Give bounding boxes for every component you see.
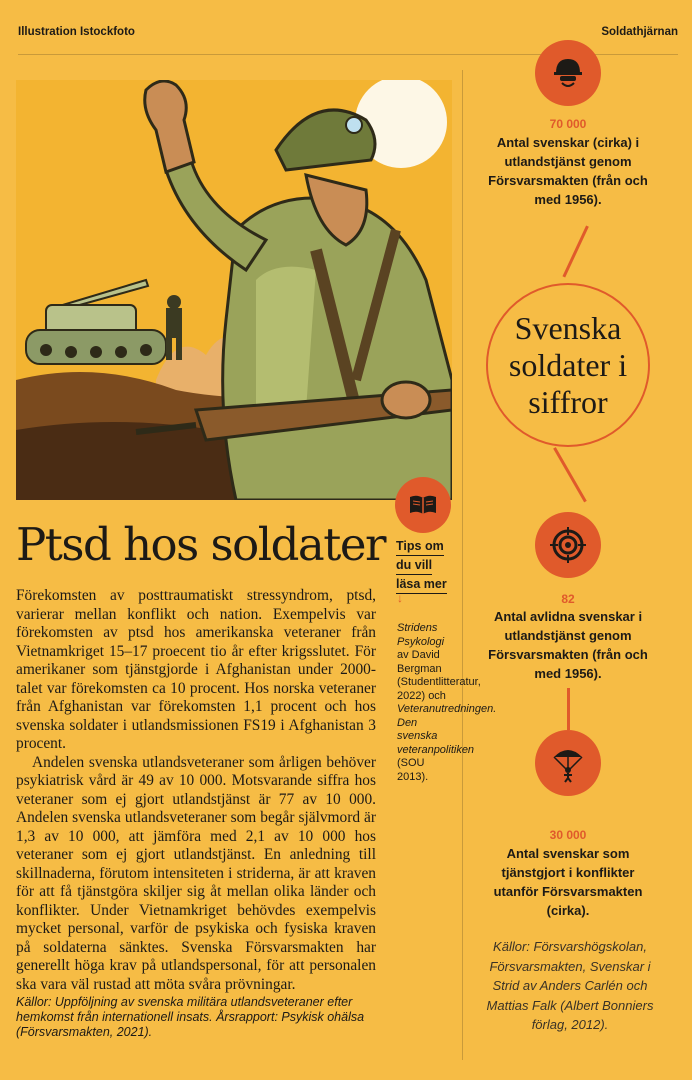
parachute-icon — [535, 730, 601, 796]
connector-line-3 — [567, 688, 570, 730]
reading-tips — [397, 622, 497, 784]
stat-number-2: 82 — [561, 592, 575, 606]
soldier-helmet-icon — [535, 40, 601, 106]
article-headline: Ptsd hos soldater — [16, 518, 385, 571]
body-paragraph-1: Förekomsten av posttraumatiskt stressyndrom, ptsd, varierar mellan konflikt och nation. Exempelvis var förekomsten av ptsd hos amerikanska veteraner från Vietnamkriget 15–17 proecent tio år efter krigsslutet. För amerikaner som tjänstgjorde i Afghanistan under 2000-talet var förekomsten ca 10 procent. Hos norska veteraner från Afghanistan var förekomsten 1,1 procent och hos svenska soldater i utlandsmissionen FS19 i Afghanistan 3 procent. — [16, 587, 376, 752]
down-arrow-icon: ↓ — [397, 591, 403, 605]
stat-number-3: 30 000 — [549, 828, 587, 842]
target-icon — [535, 512, 601, 578]
article-body — [16, 587, 376, 1040]
connector-line-1 — [562, 225, 588, 277]
stat-number-1: 70 000 — [549, 117, 587, 131]
book-icon — [395, 477, 451, 533]
column-divider — [462, 70, 463, 1060]
stat-label-3: Antal svenskar som tjänstgjort i konflikter utanför Försvarsmakten (cirka). — [493, 846, 643, 918]
report-details: (SOU 2013). — [397, 757, 429, 783]
tips-heading-line-1: Tips om — [396, 537, 444, 556]
connector-line-2 — [553, 447, 586, 502]
photo-credit: Illustration Istockfoto — [18, 26, 135, 38]
book-details: av David Bergman (Studentlitteratur, 2022) och — [397, 649, 481, 702]
body-paragraph-2: Andelen svenska utlandsveteraner som årligen behöver psykiatrisk vård är 49 av 10 000. Motsvarande siffra hos veteraner som ej gjort utlandstjänst är 77 av 10 000. Andelen svenska utlandsveteraner som begår självmord är 1,3 av 10 000, att jämföra med 2,1 av 10 000 hos veteraner som ej gjort utlandstjänst. En anledning till skillnaderna, förutom intensiteten i striderna, är att kraven för att få tjänstgöra skiljer sig åt mellan olika länder och konflikter. Under Vietnamkriget behövdes exempelvis mycket personal, varför de psykiska och fysiska kraven på soldaterna sänktes. Svenska Försvarsmakten har generellt höga krav på utlandspersonal, för att personalen ska vara väl rustad att möta svåra prövningar. — [16, 753, 376, 993]
article-source-note: Källor: Uppföljning av svenska militära utlandsveteraner efter hemkomst från internationell insats. Årsrapport: Psykisk ohälsa (Försvarsmakten, 2021). — [16, 995, 365, 1039]
book-title: Stridens Psykologi — [397, 622, 445, 648]
tips-heading-line-3: läsa mer — [396, 575, 447, 594]
stat-label-2: Antal avlidna svenskar i utlandstjänst genom Försvarsmakten (från och med 1956). — [488, 609, 648, 681]
soldier-illustration — [16, 80, 452, 500]
tips-heading — [396, 537, 456, 594]
report-title: Veteranutredningen. Den svenska veteranpolitiken — [397, 703, 497, 756]
infographic-title: Svenska soldater i siffror — [486, 283, 650, 447]
tips-heading-line-2: du vill — [396, 556, 432, 575]
stat-label-1: Antal svenskar (cirka) i utlandstjänst genom Försvarsmakten (från och med 1956). — [488, 135, 648, 207]
section-label: Soldathjärnan — [601, 26, 678, 38]
infographic-sources: Källor: Försvarshögskolan, Försvarsmakten, Svenskar i Strid av Anders Carlén och Mattias Falk (Albert Bonniers förlag, 2012). — [486, 939, 654, 1032]
